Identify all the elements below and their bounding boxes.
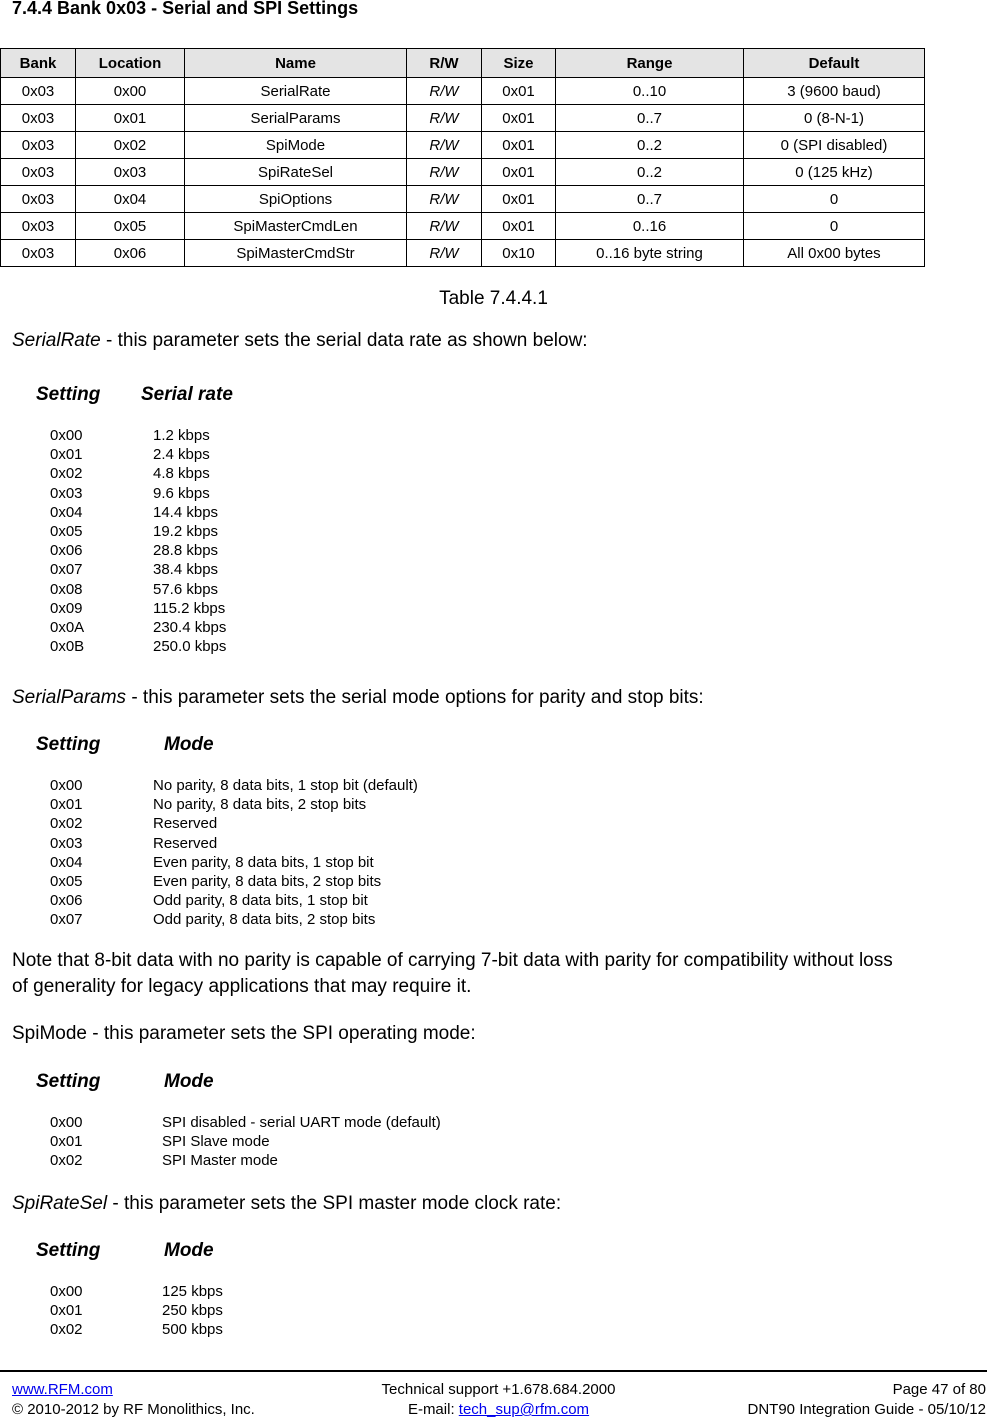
cell-location: 0x05	[76, 213, 185, 240]
setting-code: 0x0B	[50, 638, 85, 656]
cell-name: SpiRateSel	[185, 159, 407, 186]
serial-params-list	[50, 776, 550, 936]
cell-location: 0x00	[76, 78, 185, 105]
serial-rate-desc: - this parameter sets the serial data rate as shown below:	[100, 330, 588, 351]
setting-code: 0x00	[50, 1114, 83, 1131]
setting-code: 0x01	[50, 1302, 83, 1320]
cell-range: 0..16 byte string	[556, 240, 744, 267]
table-row	[1, 105, 925, 132]
cell-default: 3 (9600 baud)	[744, 78, 925, 105]
cell-range: 0..7	[556, 105, 744, 132]
setting-value: 19.2 kbps	[153, 523, 219, 540]
table-row	[1, 213, 925, 240]
serial-params-desc: - this parameter sets the serial mode options for parity and stop bits:	[126, 687, 704, 708]
spi-rate-list	[50, 1282, 550, 1342]
serial-rate-paragraph	[12, 328, 588, 354]
cell-location: 0x01	[76, 105, 185, 132]
setting-value: 14.4 kbps	[153, 503, 219, 521]
setting-value: 57.6 kbps	[153, 580, 219, 598]
cell-size: 0x01	[482, 78, 556, 105]
section-heading: 7.4.4 Bank 0x03 - Serial and SPI Settings	[12, 0, 359, 18]
setting-code: 0x05	[50, 523, 83, 540]
setting-value: 4.8 kbps	[153, 465, 210, 483]
setting-code: 0x01	[50, 796, 83, 814]
serial-rate-setting-header: Setting	[36, 384, 101, 405]
setting-value: 250 kbps	[162, 1302, 223, 1320]
setting-value: 250.0 kbps	[153, 638, 227, 656]
setting-value: 115.2 kbps	[153, 599, 226, 617]
cell-rw: R/W	[407, 213, 482, 240]
cell-rw: R/W	[407, 78, 482, 105]
cell-bank: 0x03	[1, 78, 76, 105]
setting-code: 0x07	[50, 561, 83, 579]
email-link[interactable]: tech_sup@rfm.com	[458, 1401, 590, 1418]
setting-code: 0x01	[50, 446, 83, 464]
cell-range: 0..2	[556, 132, 744, 159]
col-header-location: Location	[76, 49, 185, 78]
setting-value: Reserved	[153, 834, 218, 852]
setting-value: SPI disabled - serial UART mode (default)	[162, 1114, 441, 1131]
setting-code: 0x00	[50, 777, 83, 794]
setting-code: 0x06	[50, 892, 83, 910]
serial-params-setting-header: Setting	[36, 734, 101, 755]
cell-location: 0x06	[76, 240, 185, 267]
email-label: E-mail:	[407, 1401, 459, 1418]
cell-rw: R/W	[407, 186, 482, 213]
cell-location: 0x04	[76, 186, 185, 213]
spi-rate-paragraph	[12, 1191, 561, 1217]
setting-code: 0x02	[50, 815, 83, 833]
cell-rw: R/W	[407, 132, 482, 159]
setting-code: 0x03	[50, 834, 83, 852]
setting-code: 0x04	[50, 503, 83, 521]
cell-rw: R/W	[407, 105, 482, 132]
table-row	[1, 186, 925, 213]
cell-name: SpiMasterCmdStr	[185, 240, 407, 267]
table-caption: Table 7.4.4.1	[439, 288, 548, 309]
support-phone: Technical support +1.678.684.2000	[381, 1381, 616, 1398]
setting-value: 125 kbps	[162, 1283, 223, 1300]
serial-rate-term: SerialRate	[12, 330, 101, 351]
cell-bank: 0x03	[1, 159, 76, 186]
setting-value: 230.4 kbps	[153, 619, 227, 636]
cell-bank: 0x03	[1, 186, 76, 213]
col-header-rw: R/W	[407, 49, 482, 78]
setting-code: 0x00	[50, 1283, 83, 1300]
cell-default: 0 (8-N-1)	[744, 105, 925, 132]
setting-value: 28.8 kbps	[153, 542, 219, 560]
cell-name: SerialRate	[185, 78, 407, 105]
spi-mode-paragraph: SpiMode - this parameter sets the SPI operating mode:	[12, 1023, 476, 1044]
col-header-default: Default	[744, 49, 925, 78]
cell-range: 0..16	[556, 213, 744, 240]
setting-code: 0x07	[50, 911, 83, 929]
cell-name: SpiMasterCmdLen	[185, 213, 407, 240]
setting-code: 0x02	[50, 1321, 83, 1339]
cell-size: 0x01	[482, 132, 556, 159]
register-table	[0, 48, 925, 267]
cell-location: 0x03	[76, 159, 185, 186]
table-row	[1, 132, 925, 159]
cell-bank: 0x03	[1, 213, 76, 240]
cell-rw: R/W	[407, 240, 482, 267]
setting-value: 9.6 kbps	[153, 484, 210, 502]
setting-code: 0x02	[50, 1152, 83, 1170]
setting-code: 0x04	[50, 853, 83, 871]
setting-code: 0x00	[50, 427, 83, 444]
cell-rw: R/W	[407, 159, 482, 186]
spi-rate-mode-header: Mode	[164, 1240, 214, 1261]
setting-value: 500 kbps	[162, 1321, 223, 1339]
setting-value: 1.2 kbps	[153, 427, 210, 444]
setting-code: 0x03	[50, 484, 83, 502]
setting-code: 0x09	[50, 599, 83, 617]
cell-size: 0x01	[482, 159, 556, 186]
spi-rate-term: SpiRateSel	[12, 1193, 108, 1214]
cell-bank: 0x03	[1, 240, 76, 267]
spi-rate-setting-header: Setting	[36, 1240, 101, 1261]
setting-value: No parity, 8 data bits, 2 stop bits	[153, 796, 367, 814]
cell-default: 0	[744, 186, 925, 213]
cell-location: 0x02	[76, 132, 185, 159]
setting-code: 0x05	[50, 873, 83, 890]
cell-name: SerialParams	[185, 105, 407, 132]
support-email	[316, 1400, 681, 1420]
serial-rate-rate-header: Serial rate	[141, 384, 233, 405]
col-header-size: Size	[482, 49, 556, 78]
setting-code: 0x08	[50, 580, 83, 598]
cell-size: 0x10	[482, 240, 556, 267]
cell-bank: 0x03	[1, 105, 76, 132]
website-link[interactable]: www.RFM.com	[12, 1381, 113, 1398]
serial-rate-list	[50, 426, 450, 666]
table-row	[1, 159, 925, 186]
cell-range: 0..2	[556, 159, 744, 186]
col-header-bank: Bank	[1, 49, 76, 78]
setting-value: 38.4 kbps	[153, 561, 219, 579]
spi-mode-list	[50, 1113, 550, 1173]
cell-default: All 0x00 bytes	[744, 240, 925, 267]
note-line-1: Note that 8-bit data with no parity is capable of carrying 7-bit data with parity for compatibility without loss	[12, 950, 893, 971]
setting-value: 2.4 kbps	[153, 446, 210, 464]
cell-name: SpiOptions	[185, 186, 407, 213]
cell-name: SpiMode	[185, 132, 407, 159]
serial-params-term: SerialParams	[12, 687, 127, 708]
cell-range: 0..7	[556, 186, 744, 213]
setting-value: No parity, 8 data bits, 1 stop bit (default)	[153, 777, 418, 794]
setting-value: SPI Slave mode	[162, 1133, 270, 1151]
footer-divider	[0, 1370, 987, 1372]
document-title: DNT90 Integration Guide - 05/10/12	[747, 1401, 986, 1418]
serial-params-paragraph	[12, 685, 704, 711]
setting-value: Odd parity, 8 data bits, 1 stop bit	[153, 892, 368, 910]
cell-size: 0x01	[482, 186, 556, 213]
setting-code: 0x01	[50, 1133, 83, 1151]
col-header-range: Range	[556, 49, 744, 78]
page-number: Page 47 of 80	[892, 1381, 986, 1398]
setting-value: Even parity, 8 data bits, 2 stop bits	[153, 873, 382, 890]
cell-size: 0x01	[482, 213, 556, 240]
setting-value: Odd parity, 8 data bits, 2 stop bits	[153, 911, 376, 929]
cell-default: 0 (SPI disabled)	[744, 132, 925, 159]
table-row	[1, 78, 925, 105]
col-header-name: Name	[185, 49, 407, 78]
spi-mode-setting-header: Setting	[36, 1071, 101, 1092]
setting-value: SPI Master mode	[162, 1152, 278, 1170]
setting-value: Reserved	[153, 815, 218, 833]
setting-code: 0x06	[50, 542, 83, 560]
setting-code: 0x0A	[50, 619, 85, 636]
spi-rate-desc: - this parameter sets the SPI master mode clock rate:	[107, 1193, 562, 1214]
cell-bank: 0x03	[1, 132, 76, 159]
copyright: © 2010-2012 by RF Monolithics, Inc.	[12, 1401, 255, 1418]
cell-range: 0..10	[556, 78, 744, 105]
cell-default: 0 (125 kHz)	[744, 159, 925, 186]
setting-code: 0x02	[50, 465, 83, 483]
note-line-2: of generality for legacy applications that may require it.	[12, 976, 472, 997]
serial-params-mode-header: Mode	[164, 734, 214, 755]
table-row	[1, 240, 925, 267]
setting-value: Even parity, 8 data bits, 1 stop bit	[153, 853, 374, 871]
cell-size: 0x01	[482, 105, 556, 132]
cell-default: 0	[744, 213, 925, 240]
spi-mode-mode-header: Mode	[164, 1071, 214, 1092]
table-header-row	[1, 49, 925, 78]
